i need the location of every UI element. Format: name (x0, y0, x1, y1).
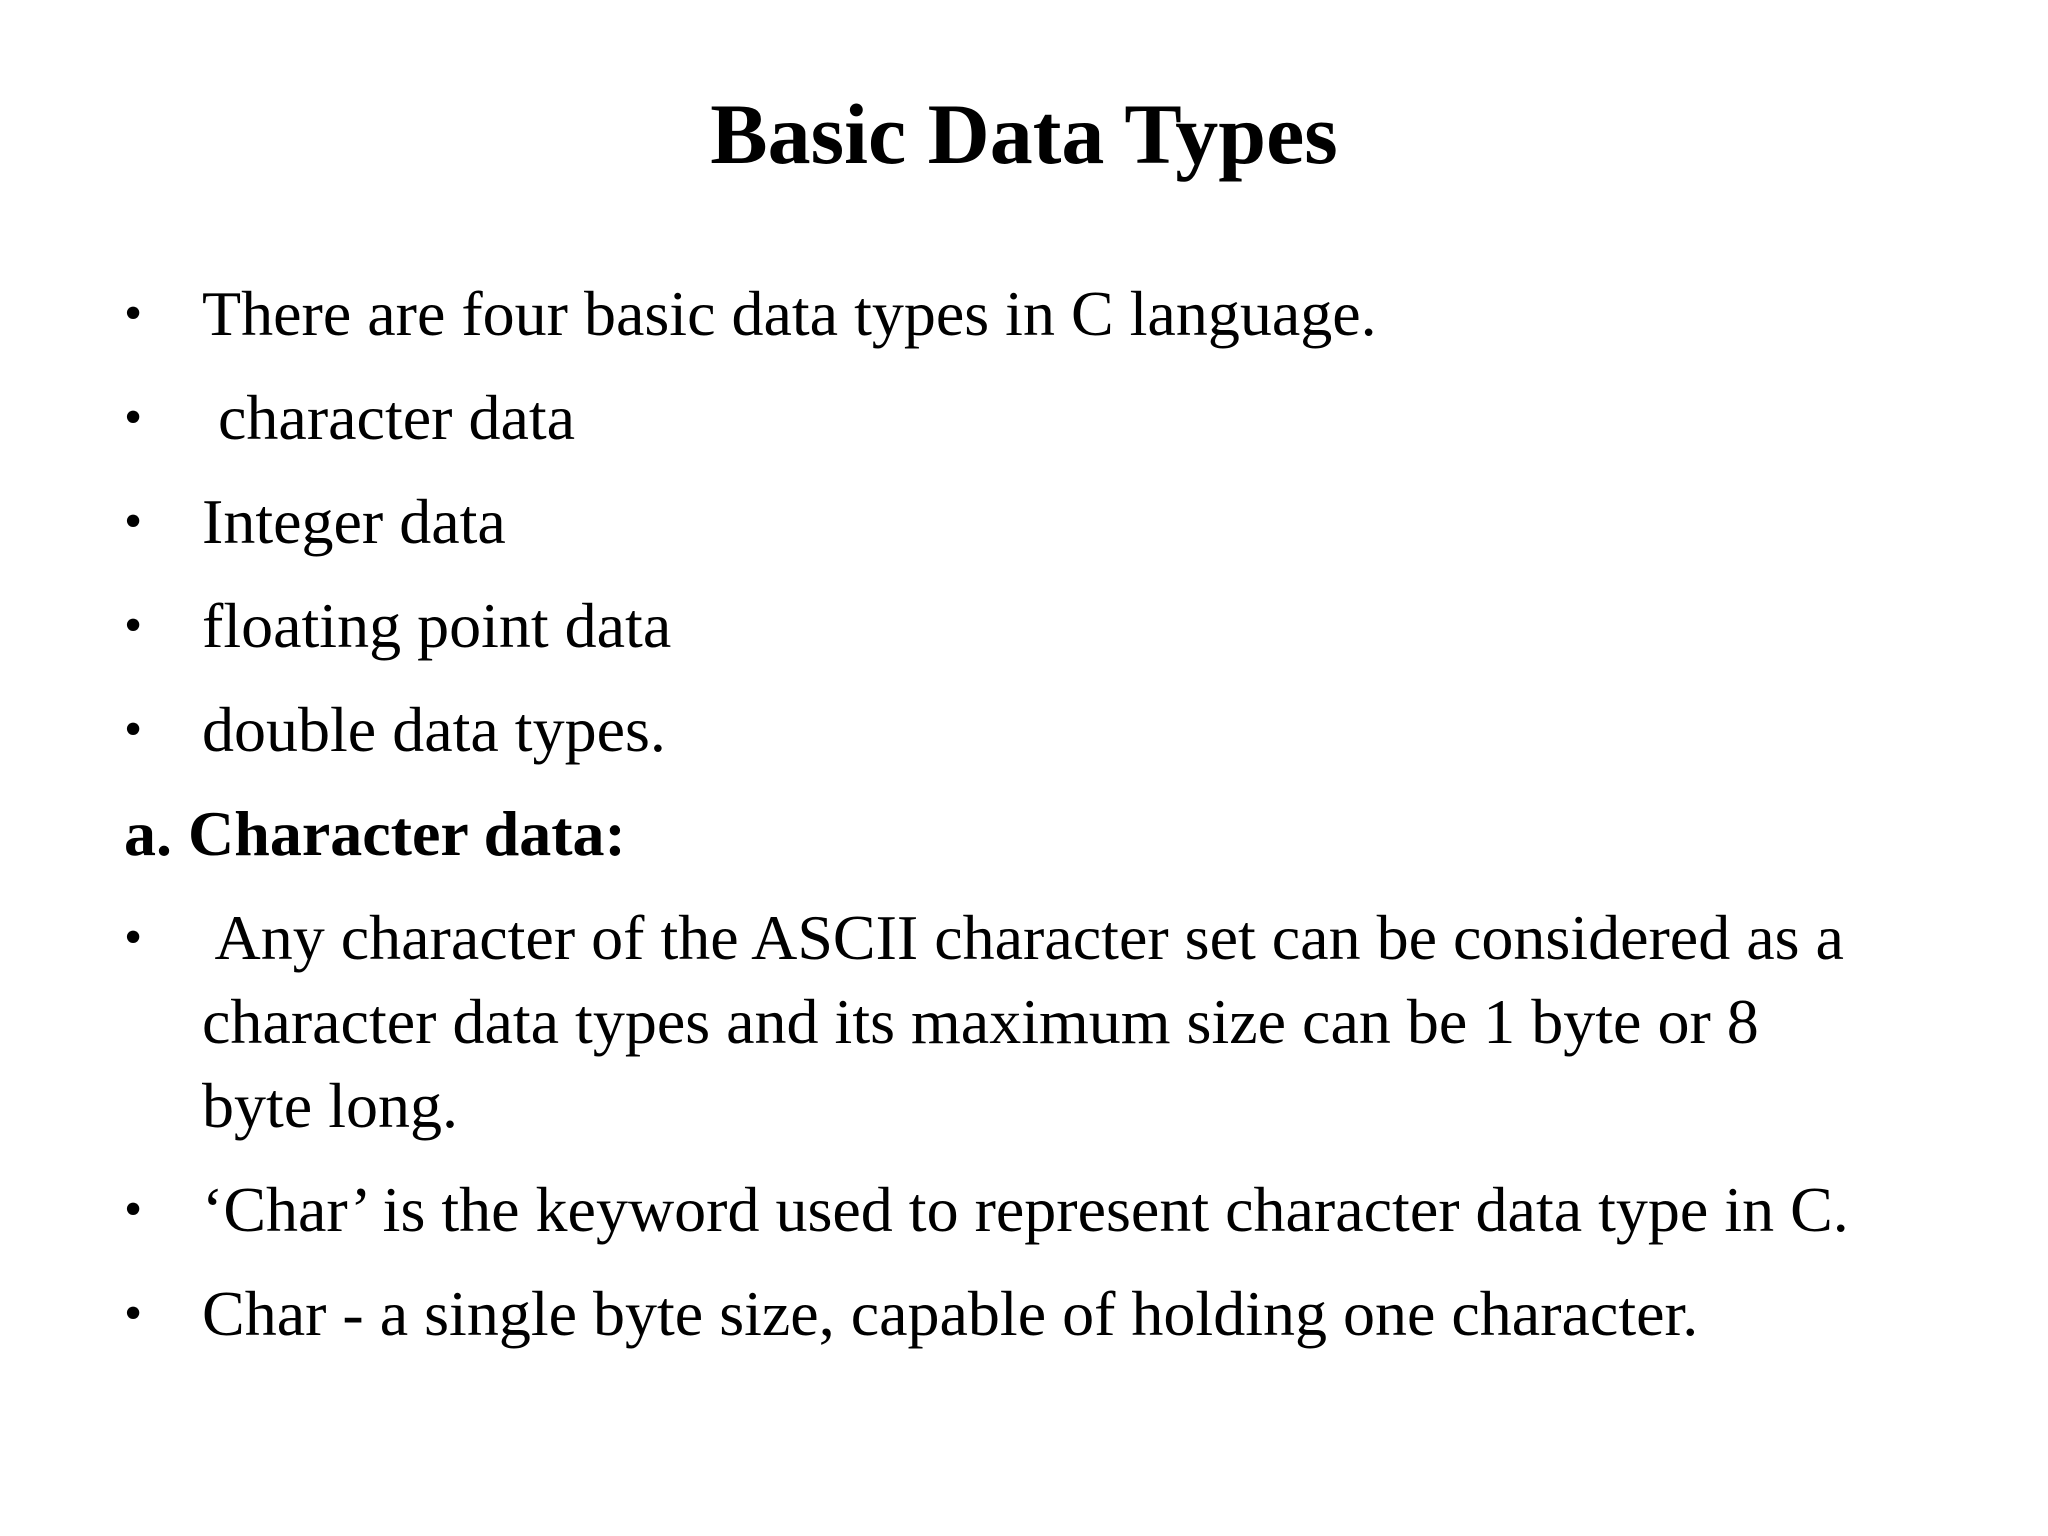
bullet-text: Integer data (202, 486, 506, 557)
bullet-icon: • (124, 285, 143, 342)
bullet-icon: • (124, 597, 143, 654)
bullet-text: ‘Char’ is the keyword used to represent character data type in C. (202, 1174, 1849, 1245)
bullet-icon: • (124, 389, 143, 446)
bullet-text: double data types. (202, 694, 666, 765)
bullet-text-line: character data types and its maximum size can be 1 byte or 8 (202, 986, 1759, 1057)
bullet-icon: • (124, 1285, 143, 1342)
bullet-text: Char - a single byte size, capable of holding one character. (202, 1278, 1699, 1349)
bullet-text: There are four basic data types in C language. (202, 278, 1377, 349)
bullet-text: floating point data (202, 590, 672, 661)
bullet-text-line: byte long. (202, 1070, 458, 1141)
bullet-icon: • (124, 701, 143, 758)
bullet-icon: • (124, 1181, 143, 1238)
section-heading: a. Character data: (124, 798, 626, 869)
bullet-icon: • (124, 493, 143, 550)
slide-title: Basic Data Types (710, 86, 1338, 182)
bullet-text: character data (202, 382, 576, 453)
bullet-text-line: Any character of the ASCII character set can be considered as a (202, 902, 1844, 973)
bullet-icon: • (124, 909, 143, 966)
